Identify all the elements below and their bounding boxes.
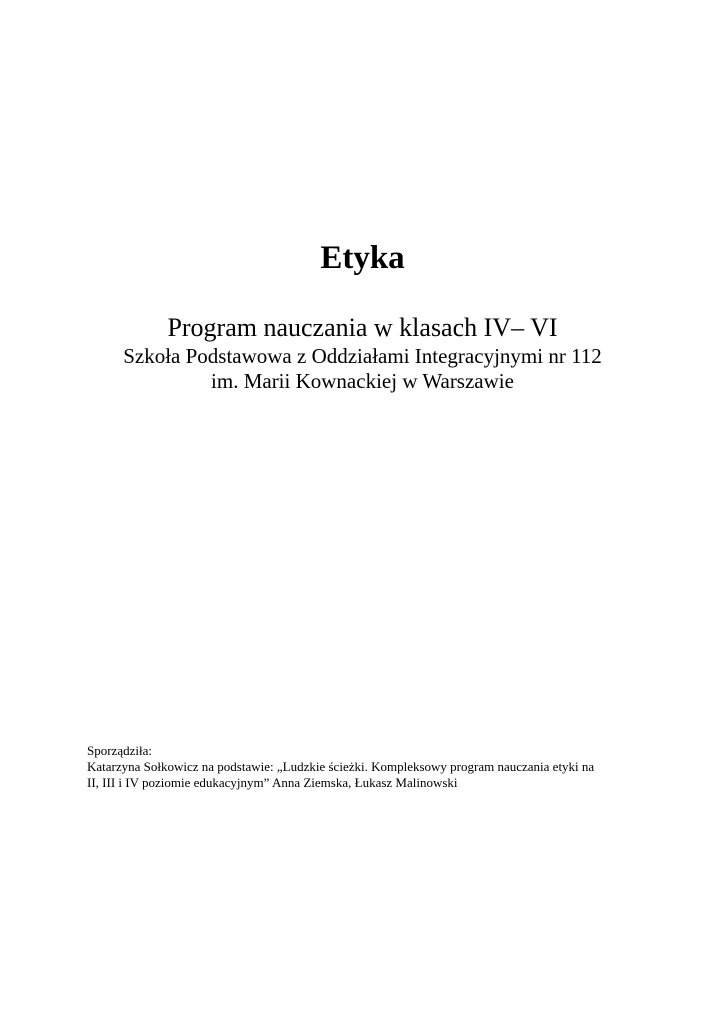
school-patron-line: im. Marii Kownackiej w Warszawie (211, 369, 514, 393)
school-name-line: Szkoła Podstawowa z Oddziałami Integracyjnymi nr 112 (123, 344, 602, 368)
credits-line-2: II, III i IV poziomie edukacyjnym” Anna Ziemska, Łukasz Malinowski (87, 775, 458, 790)
credits-block (87, 743, 647, 791)
program-subtitle: Program nauczania w klasach IV– VI (167, 313, 558, 342)
credits-label: Sporządziła: (87, 743, 152, 758)
document-title: Etyka (320, 240, 405, 276)
credits-line-1: Katarzyna Sołkowicz na podstawie: „Ludzkie ścieżki. Kompleksowy program nauczania etyki na (87, 759, 595, 774)
subtitle-block (0, 312, 725, 394)
